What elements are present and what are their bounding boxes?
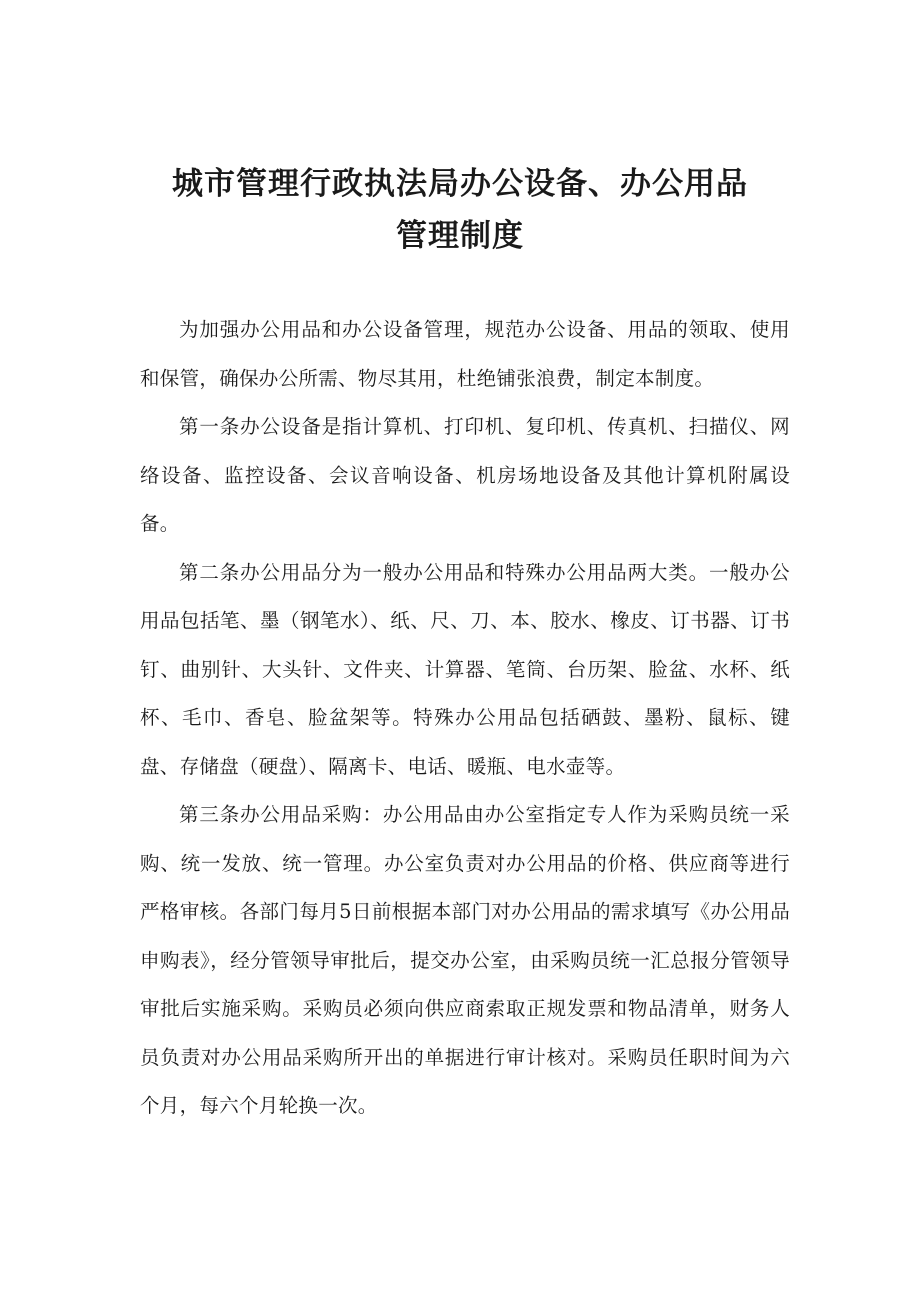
paragraph-article-1: 第一条办公设备是指计算机、打印机、复印机、传真机、扫描仪、网络设备、监控设备、会议音响设备、机房场地设备及其他计算机附属设备。 (140, 415, 790, 535)
title-line-2: 管理制度 (396, 218, 524, 254)
title-line-1: 城市管理行政执法局办公设备、办公用品 (172, 166, 748, 202)
paragraph-intro: 为加强办公用品和办公设备管理，规范办公设备、用品的领取、使用和保管，确保办公所需、物尽其用，杜绝铺张浪费，制定本制度。 (140, 318, 790, 390)
document-body (140, 306, 790, 1131)
paragraph-article-3: 第三条办公用品采购：办公用品由办公室指定专人作为采购员统一采购、统一发放、统一管理。办公室负责对办公用品的价格、供应商等进行严格审核。各部门每月5日前根据本部门对办公用品的需求填写《办公用品申购表》，经分管领导审批后，提交办公室，由采购员统一汇总报分管领导审批后实施采购。采购员必须向供应商索取正规发票和物品清单，财务人员负责对办公用品采购所开出的单据进行审计核对。采购员任职时间为六个月，每六个月轮换一次。 (140, 803, 790, 1117)
paragraph-article-2: 第二条办公用品分为一般办公用品和特殊办公用品两大类。一般办公用品包括笔、墨（钢笔水）、纸、尺、刀、本、胶水、橡皮、订书器、订书钉、曲别针、大头针、文件夹、计算器、笔筒、台历架、脸盆、水杯、纸杯、毛巾、香皂、脸盆架等。特殊办公用品包括硒鼓、墨粉、鼠标、键盘、存储盘（硬盘）、隔离卡、电话、暖瓶、电水壶等。 (140, 560, 790, 778)
document-title (0, 158, 920, 262)
